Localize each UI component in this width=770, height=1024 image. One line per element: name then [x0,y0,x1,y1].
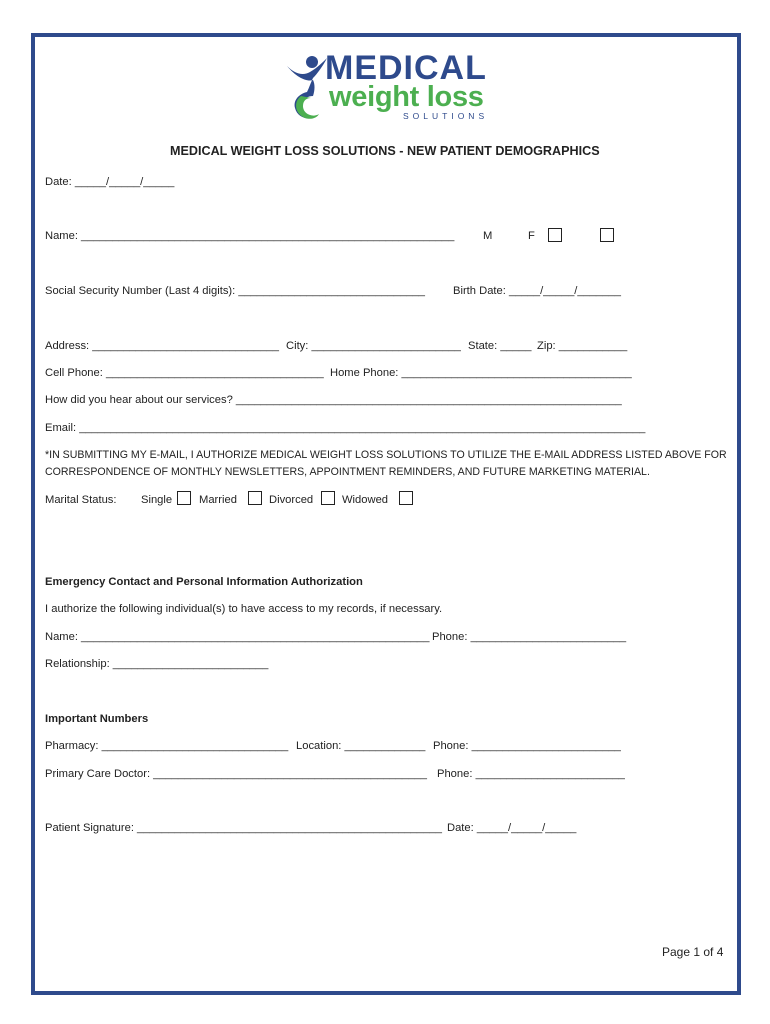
married-checkbox[interactable] [248,491,262,505]
name-field[interactable]: Name: ____________________________________________________________ [45,230,455,242]
email-notice-line-2: CORRESPONDENCE OF MONTHLY NEWSLETTERS, APPOINTMENT REMINDERS, AND FUTURE MARKETING MATERIAL. [45,466,650,478]
cell-phone-field[interactable]: Cell Phone: ___________________________________ [45,367,324,379]
ssn-field[interactable]: Social Security Number (Last 4 digits): ______________________________ [45,285,426,297]
page-number: Page 1 of 4 [662,945,724,959]
email-notice-line-1: *IN SUBMITTING MY E-MAIL, I AUTHORIZE MEDICAL WEIGHT LOSS SOLUTIONS TO UTILIZE THE E-MAIL ADDRESS LISTED ABOVE FOR [45,449,727,461]
pharmacy-location-field[interactable]: Location: _____________ [296,740,426,752]
marital-status-label: Marital Status: [45,494,117,506]
state-field[interactable]: State: _____ [468,340,532,352]
female-label: F [528,230,535,242]
widowed-checkbox[interactable] [399,491,413,505]
pharmacy-field[interactable]: Pharmacy: ______________________________ [45,740,289,752]
logo-text-medical: MEDICAL [325,49,487,87]
male-checkbox[interactable] [548,228,562,242]
birth-date-field[interactable]: Birth Date: _____/_____/_______ [453,285,621,297]
married-label: Married [199,494,237,506]
divorced-label: Divorced [269,494,314,506]
emergency-heading: Emergency Contact and Personal Information Authorization [45,576,363,588]
relationship-field[interactable]: Relationship: _________________________ [45,658,269,670]
male-label: M [483,230,493,242]
home-phone-field[interactable]: Home Phone: _____________________________________ [330,367,632,379]
emergency-phone-field[interactable]: Phone: _________________________ [432,631,627,643]
widowed-label: Widowed [342,494,389,506]
email-field[interactable]: Email: ___________________________________________________________________________________________ [45,422,646,434]
city-field[interactable]: City: ________________________ [286,340,461,352]
logo-text-solutions: SOLUTIONS [403,111,489,121]
doctor-phone-field[interactable]: Phone: ________________________ [437,768,625,780]
company-logo [283,49,497,124]
important-numbers-heading: Important Numbers [45,713,149,725]
pharmacy-phone-field[interactable]: Phone: ________________________ [433,740,621,752]
authorization-text: I authorize the following individual(s) to have access to my records, if necessary. [45,603,443,615]
single-label: Single [141,494,173,506]
single-checkbox[interactable] [177,491,191,505]
female-checkbox[interactable] [600,228,614,242]
referral-field[interactable]: How did you hear about our services? ______________________________________________________________ [45,394,622,406]
divorced-checkbox[interactable] [321,491,335,505]
logo-text-weight-loss: weight loss [329,81,484,113]
person-figure-icon [283,52,329,124]
zip-field[interactable]: Zip: ___________ [537,340,628,352]
signature-field[interactable]: Patient Signature: _________________________________________________ [45,822,442,834]
date-field[interactable]: Date: _____/_____/_____ [45,176,175,188]
emergency-name-field[interactable]: Name: ________________________________________________________ [45,631,430,643]
doctor-field[interactable]: Primary Care Doctor: ____________________________________________ [45,768,427,780]
signature-date-field[interactable]: Date: _____/_____/_____ [447,822,577,834]
form-title: MEDICAL WEIGHT LOSS SOLUTIONS - NEW PATIENT DEMOGRAPHICS [170,144,600,158]
address-field[interactable]: Address: ______________________________ [45,340,279,352]
